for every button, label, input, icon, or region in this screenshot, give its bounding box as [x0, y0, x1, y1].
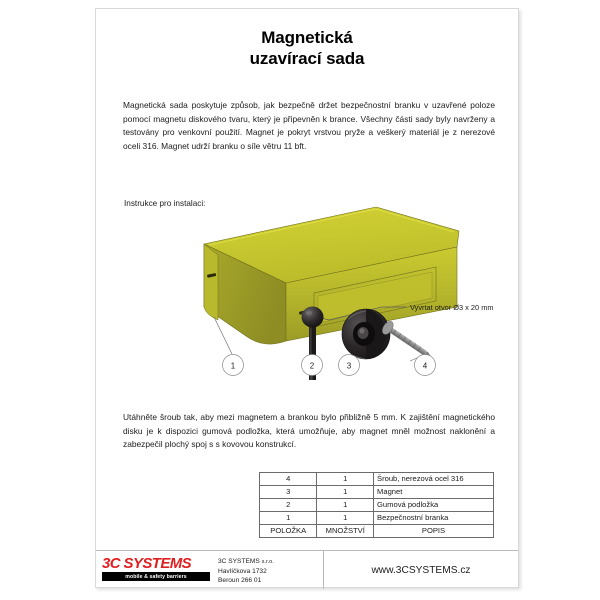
callout-number-2: 2 — [309, 361, 315, 371]
title-line-2: uzavírací sada — [249, 49, 365, 69]
parts-table — [259, 472, 494, 538]
table-row — [260, 486, 494, 499]
cell-desc: Bezpečnostní branka — [374, 512, 494, 525]
cell-item: 3 — [260, 486, 317, 499]
cell-desc: Šroub, nerezová ocel 316 — [374, 473, 494, 486]
callout-number-4: 4 — [422, 361, 428, 371]
company-name: 3C SYSTEMS — [218, 558, 260, 565]
assembly-diagram — [114, 189, 504, 389]
address-line-street: Havlíčkova 1732 — [218, 567, 267, 575]
drill-note-text: Vyvrtat otvor Ø3 x 20 mm — [410, 303, 494, 312]
callout-number-1: 1 — [230, 361, 236, 371]
header-item: POLOŽKA — [260, 525, 317, 538]
title-line-1: Magnetická — [261, 28, 353, 47]
cell-item: 2 — [260, 499, 317, 512]
company-suffix: s.r.o. — [261, 559, 274, 565]
parts-table-body — [260, 473, 494, 538]
installation-instructions-label: Instrukce pro instalaci: — [124, 199, 206, 208]
cell-qty: 1 — [317, 512, 374, 525]
cell-qty: 1 — [317, 486, 374, 499]
cell-item: 1 — [260, 512, 317, 525]
cell-item: 4 — [260, 473, 317, 486]
company-address — [218, 557, 274, 586]
table-row — [260, 512, 494, 525]
magnet-disk-part — [342, 309, 390, 359]
footer-company-box — [96, 551, 324, 589]
cell-desc: Gumová podložka — [374, 499, 494, 512]
assembly-diagram-svg — [114, 189, 504, 389]
table-header-row — [260, 525, 494, 538]
document-sheet — [95, 8, 519, 588]
cell-qty: 1 — [317, 473, 374, 486]
page-title — [96, 27, 518, 70]
tightening-note-paragraph: Utáhněte šroub tak, aby mezi magnetem a brankou bylo přibližně 5 mm. K zajištění magnetického disku je k dispozici gumová podložka, která umožňuje, aby magnet mněl možnost naklonění a zabezpečil plochý spoj s s kovovou konstrukcí. — [123, 412, 495, 450]
page-footer — [96, 550, 518, 588]
address-line-city: Beroun 266 01 — [218, 577, 262, 585]
table-row — [260, 473, 494, 486]
header-desc: POPIS — [374, 525, 494, 538]
callout-bubble-3 — [339, 355, 360, 376]
callout-number-3: 3 — [346, 361, 352, 371]
cell-desc: Magnet — [374, 486, 494, 499]
callout-bubble-4 — [415, 355, 436, 376]
logo-tagline: mobile & safety barriers — [102, 572, 210, 581]
callout-bubble-1 — [223, 355, 244, 376]
callout-bubble-2 — [302, 355, 323, 376]
address-line-company — [218, 557, 274, 567]
cell-qty: 1 — [317, 499, 374, 512]
safety-barrier-body — [204, 207, 459, 344]
logo-wordmark: 3C SYSTEMS — [102, 555, 192, 572]
intro-paragraph: Magnetická sada poskytuje způsob, jak bezpečně držet bezpečnostní branku v uzavřené poloze pomocí magnetu diskového tvaru, který je připevněn k brance. Všechny části sady byly navrženy a testovány pro venkovní použití. Magnet je pokryt vrstvou pryže a veškerý materiál je z nerezové oceli 316. Magnet udrží branku o síle větru 11 bft. — [123, 100, 495, 151]
header-qty: MNOŽSTVÍ — [317, 525, 374, 538]
company-logo — [102, 556, 210, 581]
table-row — [260, 499, 494, 512]
company-website[interactable]: www.3CSYSTEMS.cz — [371, 564, 471, 576]
